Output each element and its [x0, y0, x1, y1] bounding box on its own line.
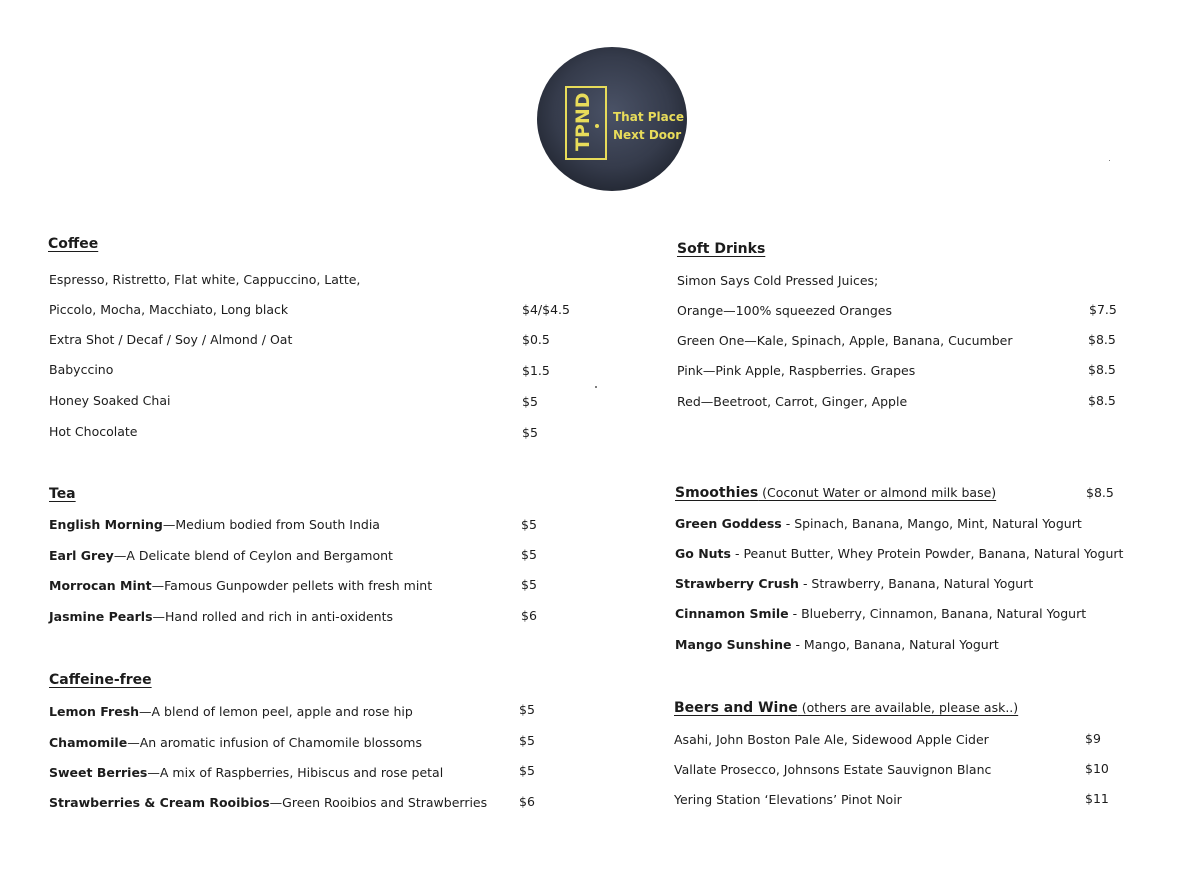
- item-price: $9: [1085, 731, 1101, 746]
- menu-item: Orange—100% squeezed Oranges: [677, 303, 893, 318]
- caffeine-free-title: Caffeine-free: [49, 672, 152, 688]
- item-name: English Morning: [49, 517, 163, 532]
- item-desc: - Peanut Butter, Whey Protein Powder, Banana, Natural Yogurt: [730, 546, 1124, 561]
- item-desc: —An aromatic infusion of Chamomile blossoms: [127, 735, 422, 750]
- soft-drinks-intro: Simon Says Cold Pressed Juices;: [677, 273, 879, 288]
- item-price: $5: [519, 763, 535, 778]
- item-name: Cinnamon Smile: [675, 606, 789, 621]
- item-price: $5: [519, 733, 535, 748]
- item-name: Green Goddess: [675, 516, 782, 531]
- item-name: Earl Grey: [49, 548, 114, 563]
- menu-item: Yering Station ‘Elevations’ Pinot Noir: [674, 792, 902, 807]
- menu-item: [675, 516, 1082, 532]
- menu-item: Green One—Kale, Spinach, Apple, Banana, Cucumber: [677, 333, 1013, 348]
- logo-line2: Next Door: [613, 128, 682, 142]
- menu-item: Espresso, Ristretto, Flat white, Cappuccino, Latte,: [49, 272, 361, 287]
- item-price: $8.5: [1088, 362, 1116, 377]
- menu-item: Asahi, John Boston Pale Ale, Sidewood Apple Cider: [674, 732, 989, 747]
- item-name: Lemon Fresh: [49, 704, 140, 719]
- item-name: Mango Sunshine: [675, 637, 792, 652]
- tpnd-logo: [537, 47, 687, 192]
- item-price: $5: [521, 517, 537, 532]
- item-desc: —A blend of lemon peel, apple and rose hip: [139, 704, 413, 719]
- smoothies-price: $8.5: [1086, 485, 1114, 500]
- item-desc: - Blueberry, Cinnamon, Banana, Natural Yogurt: [788, 606, 1087, 621]
- menu-item: [49, 795, 487, 811]
- item-desc: - Strawberry, Banana, Natural Yogurt: [798, 576, 1034, 591]
- menu-item: Babyccino: [49, 362, 114, 377]
- item-name: Sweet Berries: [49, 765, 148, 780]
- scan-speck: [1109, 160, 1110, 161]
- item-name: Chamomile: [49, 735, 128, 750]
- menu-item: Piccolo, Mocha, Macchiato, Long black: [49, 302, 289, 317]
- item-price: $6: [519, 794, 535, 809]
- menu-item: Pink—Pink Apple, Raspberries. Grapes: [677, 363, 916, 378]
- item-price: $5: [521, 577, 537, 592]
- item-desc: —A mix of Raspberries, Hibiscus and rose petal: [147, 765, 444, 780]
- smoothies-note: (Coconut Water or almond milk base): [758, 485, 997, 500]
- item-desc: —Hand rolled and rich in anti-oxidents: [152, 609, 394, 624]
- item-desc: - Spinach, Banana, Mango, Mint, Natural Yogurt: [781, 516, 1082, 531]
- scan-speck: [595, 386, 597, 388]
- menu-item: Extra Shot / Decaf / Soy / Almond / Oat: [49, 332, 293, 347]
- item-price: $8.5: [1088, 332, 1116, 347]
- item-desc: —Green Rooibios and Strawberries: [269, 795, 488, 810]
- menu-item: [49, 609, 393, 625]
- menu-item: [675, 576, 1033, 592]
- item-desc: - Mango, Banana, Natural Yogurt: [791, 637, 999, 652]
- menu-item: [675, 546, 1123, 562]
- menu-item: [675, 606, 1086, 622]
- tea-section: [49, 486, 76, 502]
- beers-wine-title: Beers and Wine: [674, 700, 798, 716]
- smoothies-title: Smoothies: [675, 485, 759, 501]
- caffeine-free-section: [49, 672, 152, 688]
- item-price: $5: [522, 394, 538, 409]
- menu-item: [49, 517, 380, 533]
- soft-drinks-section: [677, 241, 765, 257]
- logo-short: TPND: [572, 92, 594, 151]
- item-price: $0.5: [522, 332, 550, 347]
- coffee-title: Coffee: [48, 236, 99, 252]
- item-name: Strawberry Crush: [675, 576, 799, 591]
- menu-item: [675, 637, 999, 653]
- item-price: $10: [1085, 761, 1109, 776]
- item-name: Jasmine Pearls: [49, 609, 153, 624]
- menu-item: Honey Soaked Chai: [49, 393, 171, 408]
- menu-item: Vallate Prosecco, Johnsons Estate Sauvignon Blanc: [674, 762, 992, 777]
- logo-line1: That Place: [613, 110, 684, 124]
- item-name: Go Nuts: [675, 546, 731, 561]
- item-price: $4/$4.5: [522, 302, 570, 317]
- item-desc: —Medium bodied from South India: [162, 517, 380, 532]
- menu-item: [49, 548, 393, 564]
- item-name: Morrocan Mint: [49, 578, 152, 593]
- menu-item: [49, 735, 422, 751]
- menu-item: Hot Chocolate: [49, 424, 138, 439]
- item-desc: —A Delicate blend of Ceylon and Bergamont: [113, 548, 393, 563]
- item-price: $11: [1085, 791, 1109, 806]
- item-price: $6: [521, 608, 537, 623]
- smoothies-section: [675, 485, 996, 501]
- soft-drinks-title: Soft Drinks: [677, 241, 766, 257]
- item-price: $5: [522, 425, 538, 440]
- menu-item: Red—Beetroot, Carrot, Ginger, Apple: [677, 394, 908, 409]
- beers-wine-note: (others are available, please ask..): [797, 700, 1019, 715]
- item-price: $5: [521, 547, 537, 562]
- item-price: $5: [519, 702, 535, 717]
- coffee-section: [48, 236, 98, 252]
- menu-item: [49, 765, 443, 781]
- beers-wine-section: [674, 700, 1018, 716]
- item-price: $7.5: [1089, 302, 1117, 317]
- menu-item: [49, 704, 413, 720]
- menu-item: [49, 578, 432, 594]
- item-desc: —Famous Gunpowder pellets with fresh mint: [151, 578, 433, 593]
- item-price: $1.5: [522, 363, 550, 378]
- item-price: $8.5: [1088, 393, 1116, 408]
- tea-title: Tea: [49, 486, 76, 502]
- item-name: Strawberries & Cream Rooibios: [49, 795, 270, 810]
